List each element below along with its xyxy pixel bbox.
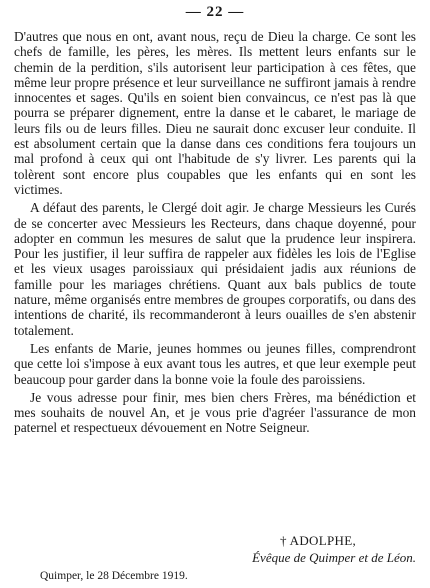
paragraph-parents: D'autres que nous en ont, avant nous, reçu de Dieu la charge. Ce sont les chefs de famille, les pères, les mères. Ils mettent leurs enfants sur le chemin de la perdition, s'ils autorisent leur participation à ces fêtes, que même leur propre présence et leur surveillance ne suffiront jamais à rendre innocentes et sages. Qu'ils en soient bien convaincus, ce n'est pas là que pourra se préparer dignement, entre la danse et le cabaret, le mariage de leurs fils ou de leurs filles. Dieu ne saurait donc excuser leur conduite. Il est absolument certain que la danse dans ces conditions fera toujours un mal profond à ceux qui ont l'habitude de s'y livrer. Les parents qui la tolèrent sont encore plus coupables que les enfants qui en sont les victimes. (14, 29, 416, 197)
signature-block (14, 533, 416, 565)
paragraph-enfants-de-marie: Les enfants de Marie, jeunes hommes ou jeunes filles, comprendront que cette loi s'impose à eux avant tous les autres, et que leur exemple peut beaucoup pour garder dans la bonne voie la foule des paroissiens. (14, 340, 416, 387)
page-number: — 22 — (185, 4, 245, 20)
signatory-title: Évêque de Quimper et de Léon. (252, 550, 416, 565)
paragraph-closing: Je vous adresse pour finir, mes bien chers Frères, ma bénédiction et mes souhaits de nouvel An, et je vous prie d'agréer l'assurance de mon paternel et respectueux dévouement en Notre Seigneur. (14, 389, 416, 436)
place-and-date: Quimper, le 28 Décembre 1919. (40, 570, 188, 582)
letter-body (14, 29, 416, 436)
signatory-name: † ADOLPHE, (280, 533, 356, 548)
paragraph-clergy: A défaut des parents, le Clergé doit agir. Je charge Messieurs les Curés de se concerter avec Messieurs les Recteurs, dans chaque doyenné, pour adopter en commun les mesures de salut que la prudence leur inspirera. Pour les justifier, il leur suffira de rappeler aux fidèles les lois de l'Eglise et les vieux usages paroissiaux qui présidaient jadis aux réunions de famille pour les mariages chrétiens. Quant aux bals publics de toute nature, même organisés entre membres de groupes corporatifs, ou dans des intentions de charité, ils recommanderont à leurs ouailles de s'en abstenir totalement. (14, 200, 416, 338)
